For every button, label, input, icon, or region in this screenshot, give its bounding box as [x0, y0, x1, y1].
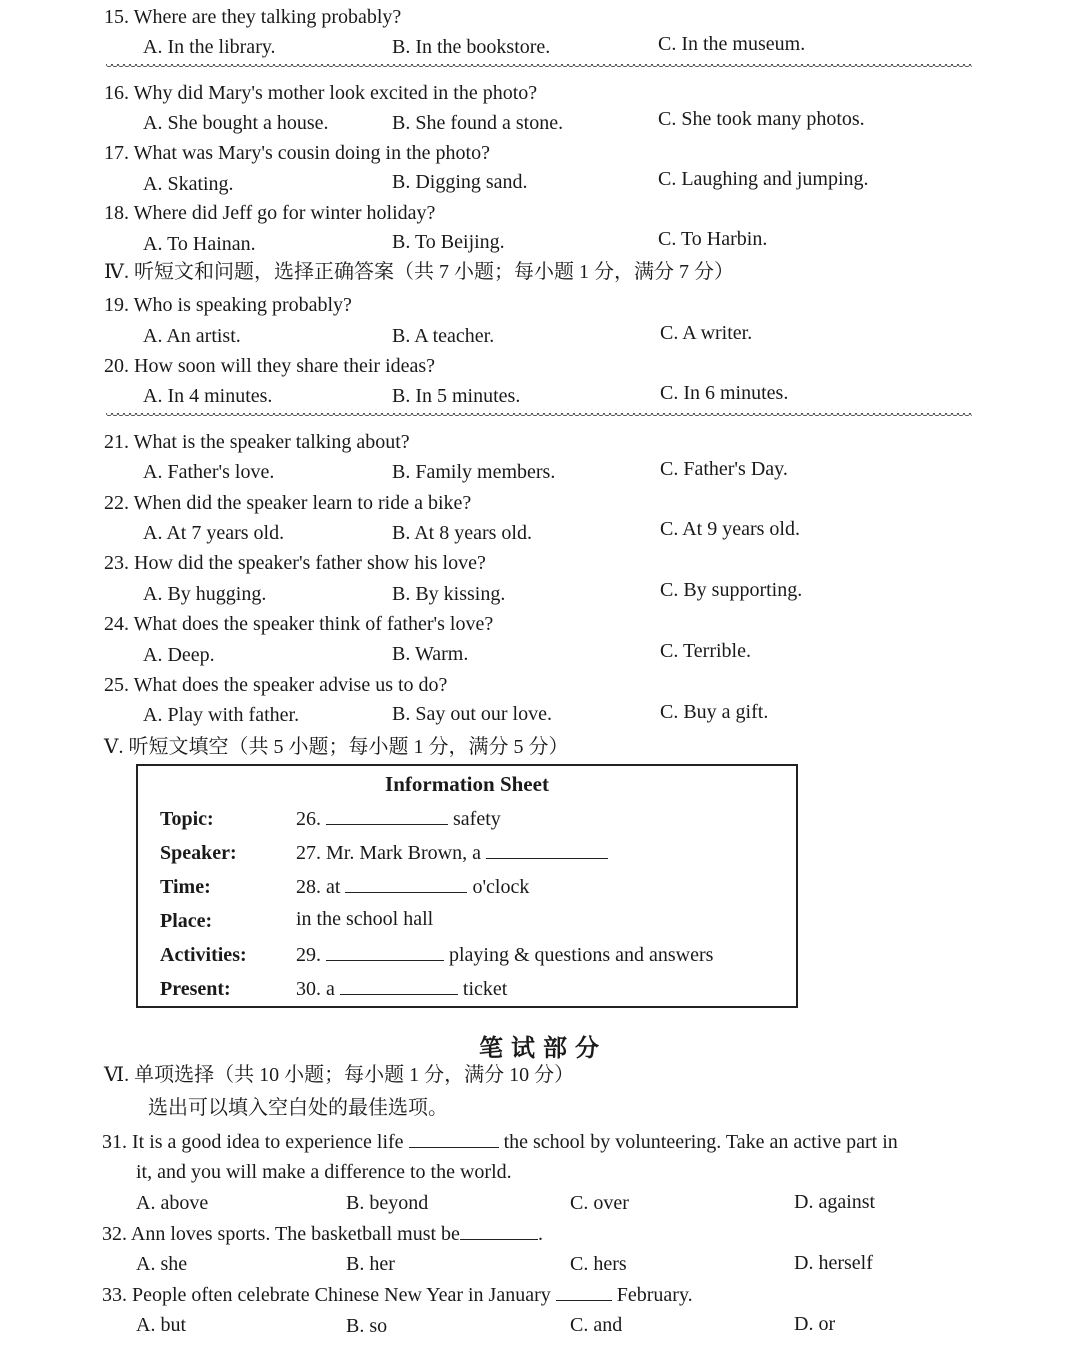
- question-21: 21. What is the speaker talking about?: [104, 431, 410, 453]
- option-24a: A. Deep.: [143, 644, 215, 666]
- sheet-value-present: [296, 976, 507, 1001]
- question-33-stem: 33. People often celebrate Chinese New Year in January: [102, 1284, 551, 1306]
- question-17: 17. What was Mary's cousin doing in the photo?: [104, 142, 490, 164]
- sheet-time-suffix: o'clock: [472, 876, 530, 898]
- option-18c: C. To Harbin.: [658, 228, 768, 250]
- option-21c: C. Father's Day.: [660, 458, 788, 480]
- question-33: [102, 1282, 693, 1307]
- information-sheet: [136, 764, 798, 1008]
- option-22a: A. At 7 years old.: [143, 522, 285, 544]
- sheet-present-suffix: ticket: [462, 978, 508, 1000]
- blank-29[interactable]: [326, 942, 444, 961]
- sheet-present-prefix: 30. a: [296, 978, 335, 1000]
- sheet-topic-number: 26.: [296, 808, 321, 830]
- sheet-label-place: Place:: [160, 910, 213, 932]
- option-22b: B. At 8 years old.: [392, 522, 532, 544]
- option-33a: A. but: [136, 1314, 186, 1336]
- option-21a: A. Father's love.: [143, 461, 275, 483]
- blank-30[interactable]: [340, 976, 458, 995]
- question-19: 19. Who is speaking probably?: [104, 294, 352, 316]
- question-25: 25. What does the speaker advise us to do?: [104, 674, 448, 696]
- question-16: 16. Why did Mary's mother look excited in the photo?: [104, 82, 538, 104]
- option-15b: B. In the bookstore.: [392, 36, 551, 58]
- option-32b: B. her: [346, 1253, 395, 1275]
- question-15: 15. Where are they talking probably?: [104, 6, 402, 28]
- option-18b: B. To Beijing.: [392, 231, 505, 253]
- section-6-instructions: 选出可以填入空白处的最佳选项。: [148, 1097, 448, 1119]
- option-16a: A. She bought a house.: [143, 112, 329, 134]
- sheet-value-topic: [296, 806, 501, 831]
- option-33c: C. and: [570, 1314, 623, 1336]
- section-6-header: Ⅵ. 单项选择（共 10 小题；每小题 1 分，满分 10 分）: [104, 1064, 575, 1086]
- sheet-topic-suffix: safety: [453, 808, 501, 830]
- question-24: 24. What does the speaker think of father's love?: [104, 613, 494, 635]
- sheet-label-present: Present:: [160, 978, 231, 1000]
- sheet-label-activities: Activities:: [160, 944, 247, 966]
- sheet-label-time: Time:: [160, 876, 211, 898]
- option-33d: D. or: [794, 1313, 836, 1335]
- option-20a: A. In 4 minutes.: [143, 385, 273, 407]
- option-16c: C. She took many photos.: [658, 108, 865, 130]
- option-20b: B. In 5 minutes.: [392, 385, 521, 407]
- sheet-label-topic: Topic:: [160, 808, 214, 830]
- option-23a: A. By hugging.: [143, 583, 267, 605]
- section-5-header: Ⅴ. 听短文填空（共 5 小题；每小题 1 分，满分 5 分）: [104, 736, 569, 758]
- question-31: [102, 1129, 898, 1154]
- sheet-title: Information Sheet: [385, 772, 549, 796]
- question-33-stem-cont: February.: [616, 1284, 693, 1306]
- option-24c: C. Terrible.: [660, 640, 751, 662]
- option-19b: B. A teacher.: [392, 325, 495, 347]
- section-4-header: Ⅳ. 听短文和问题，选择正确答案（共 7 小题；每小题 1 分，满分 7 分）: [104, 261, 734, 283]
- option-32c: C. hers: [570, 1253, 627, 1275]
- blank-32[interactable]: [460, 1221, 538, 1240]
- option-21b: B. Family members.: [392, 461, 556, 483]
- option-31c: C. over: [570, 1192, 629, 1214]
- option-24b: B. Warm.: [392, 643, 469, 665]
- question-22: 22. When did the speaker learn to ride a bike?: [104, 492, 472, 514]
- option-31d: D. against: [794, 1191, 876, 1213]
- option-19a: A. An artist.: [143, 325, 241, 347]
- question-31-stem: 31. It is a good idea to experience life: [102, 1131, 404, 1153]
- blank-26[interactable]: [326, 806, 448, 825]
- sheet-value-time: [296, 874, 529, 899]
- question-32-period: .: [537, 1223, 543, 1245]
- divider-wavy: [106, 413, 972, 419]
- question-32-stem: 32. Ann loves sports. The basketball must be: [102, 1223, 460, 1245]
- sheet-label-speaker: Speaker:: [160, 842, 237, 864]
- option-31b: B. beyond: [346, 1192, 429, 1214]
- option-20c: C. In 6 minutes.: [660, 382, 789, 404]
- option-32a: A. she: [136, 1253, 188, 1275]
- option-18a: A. To Hainan.: [143, 233, 256, 255]
- blank-27[interactable]: [486, 840, 608, 859]
- option-15c: C. In the museum.: [658, 33, 806, 55]
- option-23b: B. By kissing.: [392, 583, 506, 605]
- blank-28[interactable]: [345, 874, 467, 893]
- blank-31[interactable]: [409, 1129, 499, 1148]
- sheet-activities-suffix: playing & questions and answers: [449, 944, 714, 966]
- option-25c: C. Buy a gift.: [660, 701, 769, 723]
- option-19c: C. A writer.: [660, 322, 753, 344]
- option-25a: A. Play with father.: [143, 704, 300, 726]
- sheet-time-prefix: 28. at: [296, 876, 341, 898]
- option-22c: C. At 9 years old.: [660, 518, 800, 540]
- question-31-line2: it, and you will make a difference to the world.: [136, 1161, 512, 1183]
- blank-33[interactable]: [556, 1282, 612, 1301]
- option-33b: B. so: [346, 1315, 388, 1337]
- sheet-activities-number: 29.: [296, 944, 321, 966]
- option-32d: D. herself: [794, 1252, 873, 1274]
- sheet-value-speaker: [296, 840, 608, 865]
- option-17b: B. Digging sand.: [392, 171, 528, 193]
- question-23: 23. How did the speaker's father show his love?: [104, 552, 486, 574]
- option-15a: A. In the library.: [143, 36, 276, 58]
- question-31-stem-cont: the school by volunteering. Take an active part in: [503, 1131, 898, 1153]
- option-17c: C. Laughing and jumping.: [658, 168, 869, 190]
- written-section-title: 笔试部分: [479, 1036, 607, 1062]
- option-31a: A. above: [136, 1192, 209, 1214]
- sheet-value-activities: [296, 942, 713, 967]
- option-17a: A. Skating.: [143, 173, 234, 195]
- sheet-value-place: in the school hall: [296, 908, 434, 930]
- sheet-speaker-text: 27. Mr. Mark Brown, a: [296, 842, 481, 864]
- option-25b: B. Say out our love.: [392, 703, 552, 725]
- question-18: 18. Where did Jeff go for winter holiday?: [104, 202, 436, 224]
- option-16b: B. She found a stone.: [392, 112, 564, 134]
- question-32: [102, 1221, 543, 1246]
- divider-wavy: [106, 64, 972, 70]
- option-23c: C. By supporting.: [660, 579, 803, 601]
- question-20: 20. How soon will they share their ideas?: [104, 355, 436, 377]
